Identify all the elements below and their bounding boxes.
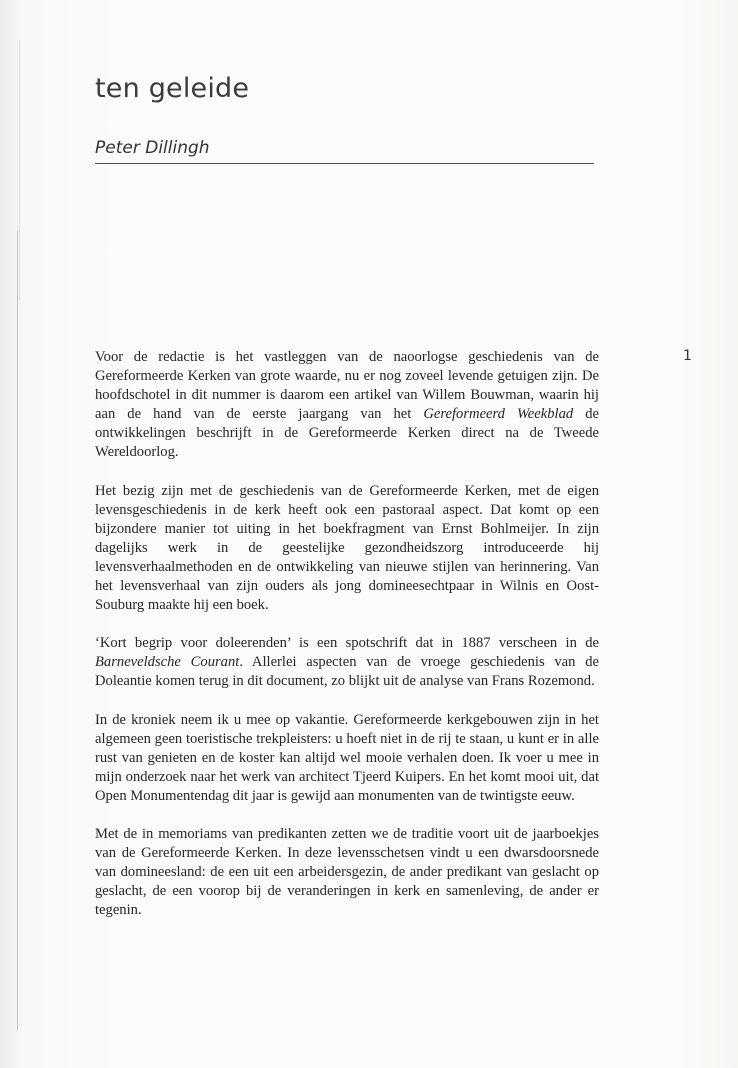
paragraph-text: . Allerlei aspecten van de vroege geschiedenis van de Doleantie komen terug in dit document, zo blijkt uit de analyse van Frans Rozemond. [95, 654, 599, 690]
paragraph [95, 348, 599, 463]
author-divider [95, 163, 594, 164]
page-number: 1 [683, 348, 692, 364]
publication-title: Gereformeerd Weekblad [423, 406, 574, 423]
author-name: Peter Dillingh [95, 138, 210, 158]
paragraph [95, 825, 599, 920]
binding-edge-shadow [19, 40, 20, 300]
paragraph [95, 482, 599, 616]
paragraph [95, 711, 599, 806]
publication-title: Barneveldsche Courant [95, 654, 240, 671]
binding-edge-line [17, 230, 18, 1030]
paragraph [95, 634, 599, 691]
paragraph-text: Met de in memoriams van predikanten zetten we de traditie voort uit de jaarboekjes van de Gereformeerde Kerken. In deze levensschetsen vindt u een dwarsdoorsnede van domineesland: de een uit een arbeidersgezin, de ander predikant van geslacht op geslacht, de een voorop bij de veranderingen in kerk en samenleving, de ander er tegenin. [95, 825, 599, 919]
paragraph-text: Het bezig zijn met de geschiedenis van de Gereformeerde Kerken, met de eigen levensgeschiedenis in de kerk heeft ook een pastoraal aspect. Dat komt op een bijzondere manier tot uiting in het boekfragment van Ernst Bohlmeijer. In zijn dagelijks werk in de geestelijke gezondheidszorg introduceerde hij levensverhaalmethoden en de ontwikkeling van nieuwe stijlen van herinnering. Van het levensverhaal van zijn ouders als jong domineesechtpaar in Wilnis en Oost-Souburg maakte hij een boek. [95, 482, 599, 614]
article-title: ten geleide [95, 73, 250, 104]
paragraph-text: ‘Kort begrip voor doleerenden’ is een spotschrift dat in 1887 verscheen in de [95, 635, 599, 652]
article-body [95, 348, 599, 939]
paragraph-text: de ontwikkelingen beschrijft in de Gereformeerde Kerken direct na de Tweede Wereldoorlog. [95, 406, 599, 461]
paragraph-text: In de kroniek neem ik u mee op vakantie. Gereformeerde kerkgebouwen zijn in het algemeen geen toeristische trekpleisters: u hoeft niet in de rij te staan, u kunt er in alle rust van genieten en de koster kan altijd wel mooie verhalen doen. Ik voer u mee in mijn onderzoek naar het werk van architect Tjeerd Kuipers. En het komt mooi uit, dat Open Monumentendag dit jaar is gewijd aan monumenten van de twintigste eeuw. [95, 711, 599, 804]
paragraph-text: Voor de redactie is het vastleggen van de naoorlogse geschiedenis van de Gereformeerde Kerken van grote waarde, nu er nog zoveel levende getuigen zijn. De hoofdschotel in dit nummer is daarom een artikel van Willem Bouwman, waarin hij aan de hand van de eerste jaargang van het [95, 349, 599, 423]
